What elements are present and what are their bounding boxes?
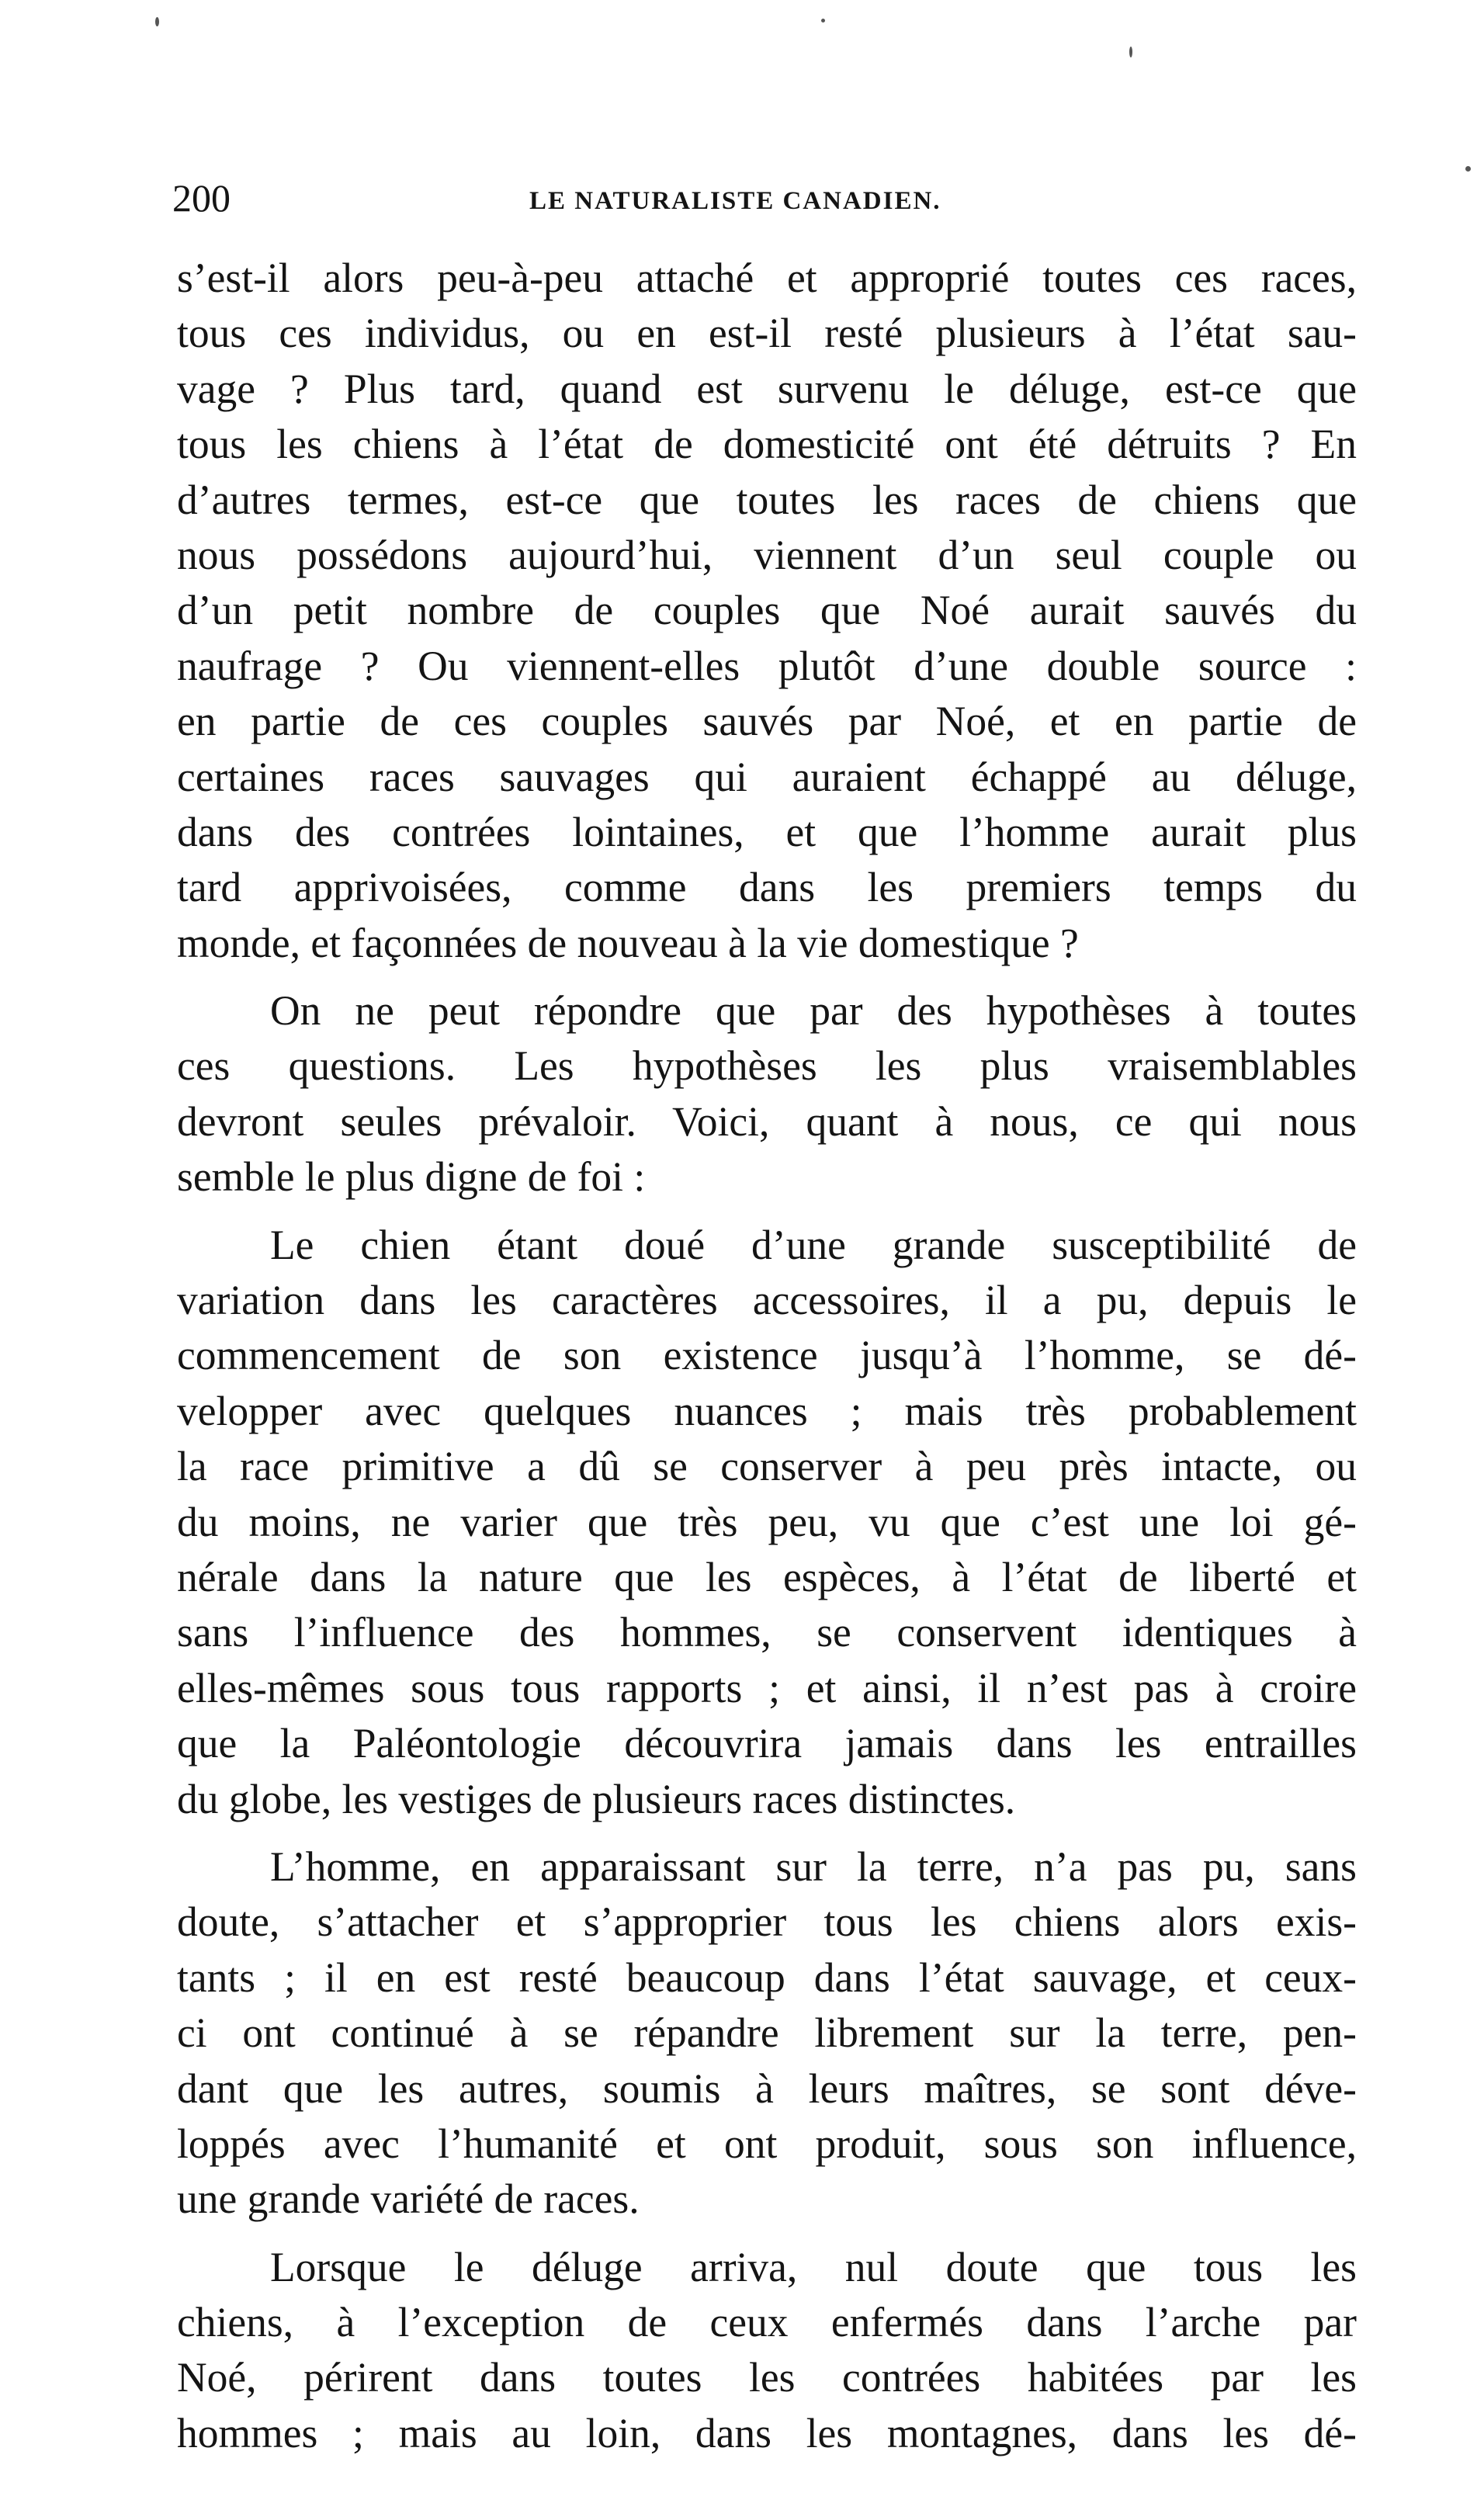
text-line: hommes ; mais au loin, dans les montagnes, dans les dé- (177, 2409, 1357, 2456)
text-line: naufrage ? Ou viennent-elles plutôt d’une double source : (177, 642, 1357, 689)
text-line: doute, s’attacher et s’approprier tous les chiens alors exis- (177, 1898, 1357, 1946)
paragraph-gap (177, 1827, 1357, 1839)
text-line: du moins, ne varier que très peu, vu que c’est une loi gé- (177, 1498, 1357, 1545)
text-line: du globe, les vestiges de plusieurs races distinctes. (177, 1775, 1016, 1822)
text-line: variation dans les caractères accessoires, il a pu, depuis le (177, 1277, 1357, 1324)
text-line: devront seules prévaloir. Voici, quant à nous, ce qui nous (177, 1097, 1357, 1145)
text-line: s’est-il alors peu-à-peu attaché et approprié toutes ces races, (177, 255, 1357, 301)
text-line: velopper avec quelques nuances ; mais très probablement (177, 1387, 1357, 1434)
text-line: tard apprivoisées, comme dans les premiers temps du (177, 864, 1357, 911)
text-line: que la Paléontologie découvrira jamais dans les entrailles (177, 1720, 1357, 1767)
text-line: Le chien étant doué d’une grande susceptibilité de (270, 1221, 1357, 1268)
text-line: tous les chiens à l’état de domesticité ont été détruits ? En (177, 421, 1357, 468)
paragraph-gap (177, 2228, 1357, 2240)
text-line: la race primitive a dû se conserver à peu près intacte, ou (177, 1443, 1357, 1490)
text-line: commencement de son existence jusqu’à l’homme, se dé- (177, 1332, 1357, 1379)
text-line: dans des contrées lointaines, et que l’homme aurait plus (177, 808, 1357, 855)
print-speck (1465, 166, 1471, 172)
paragraph (177, 1218, 1357, 1827)
paragraph-gap (177, 971, 1357, 983)
text-line: tous ces individus, ou en est-il resté plusieurs à l’état sau- (177, 310, 1357, 357)
print-speck (821, 19, 825, 23)
text-line: chiens, à l’exception de ceux enfermés dans l’arche par (177, 2299, 1357, 2346)
text-line: elles-mêmes sous tous rapports ; et ainsi, il n’est pas à croire (177, 1664, 1357, 1711)
text-line: une grande variété de races. (177, 2176, 640, 2223)
paragraph (177, 2240, 1357, 2462)
text-line: sans l’influence des hommes, se conservent identiques à (177, 1609, 1357, 1656)
text-line: ces questions. Les hypothèses les plus vraisemblables (177, 1042, 1357, 1090)
text-line: ci ont continué à se répandre librement sur la terre, pen- (177, 2009, 1357, 2057)
print-speck (155, 17, 159, 26)
text-line: semble le plus digne de foi : (177, 1153, 646, 1201)
text-line: Lorsque le déluge arriva, nul doute que tous les (270, 2243, 1357, 2290)
running-title: LE NATURALISTE CANADIEN. (529, 187, 941, 215)
paragraph (177, 983, 1357, 1205)
text-line: nous possédons aujourd’hui, viennent d’un seul couple ou (177, 531, 1357, 578)
text-line: vage ? Plus tard, quand est survenu le déluge, est-ce que (177, 365, 1357, 412)
page-header (172, 171, 1344, 225)
text-line: en partie de ces couples sauvés par Noé, et en partie de (177, 698, 1357, 745)
page-number: 200 (172, 176, 231, 220)
text-line: tants ; il en est resté beaucoup dans l’état sauvage, et ceux- (177, 1954, 1357, 2001)
print-speck (1129, 47, 1132, 57)
text-line: dant que les autres, soumis à leurs maîtres, se sont déve- (177, 2065, 1357, 2112)
text-line: nérale dans la nature que les espèces, à l’état de liberté et (177, 1553, 1357, 1600)
text-line: certaines races sauvages qui auraient échappé au déluge, (177, 753, 1357, 800)
paragraph (177, 1839, 1357, 2228)
text-line: On ne peut répondre que par des hypothèses à toutes (270, 987, 1357, 1035)
text-line: loppés avec l’humanité et ont produit, sous son influence, (177, 2120, 1357, 2167)
text-line: d’un petit nombre de couples que Noé aurait sauvés du (177, 587, 1357, 634)
text-line: Noé, périrent dans toutes les contrées habitées par les (177, 2354, 1357, 2401)
body-text (177, 251, 1357, 2461)
paragraph-gap (177, 1205, 1357, 1218)
paragraph (177, 251, 1357, 971)
text-line: monde, et façonnées de nouveau à la vie domestique ? (177, 919, 1079, 966)
text-line: L’homme, en apparaissant sur la terre, n’a pas pu, sans (270, 1843, 1357, 1890)
text-line: d’autres termes, est-ce que toutes les races de chiens que (177, 476, 1357, 523)
